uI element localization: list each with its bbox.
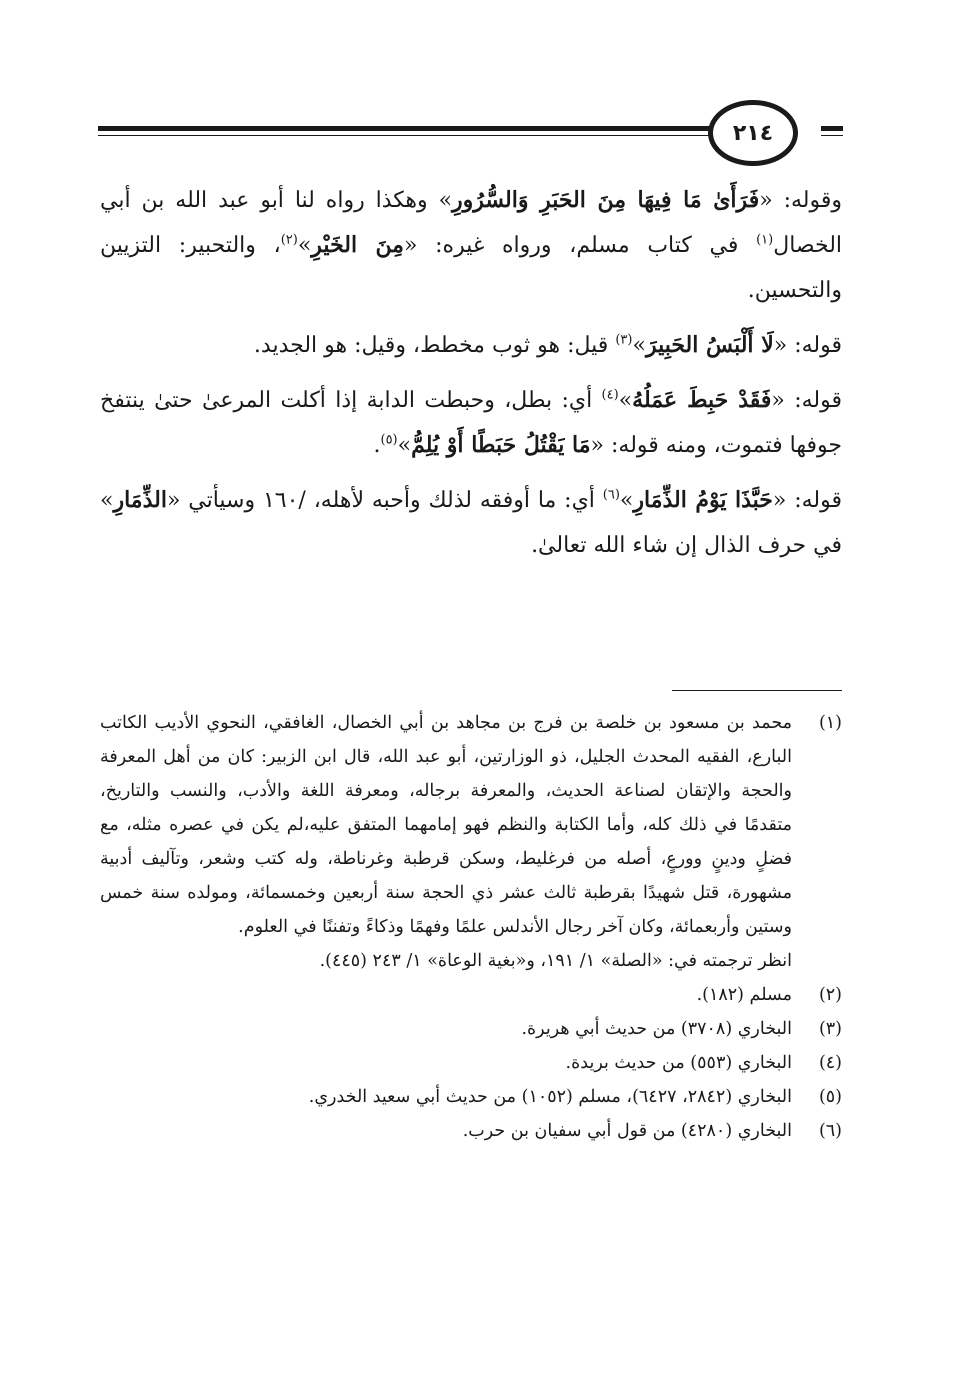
footnote-text: البخاري (٤٢٨٠) من قول أبي سفيان بن حرب. bbox=[462, 1121, 792, 1141]
text: » في حرف الذال إن شاء الله تعالىٰ. bbox=[100, 488, 842, 558]
text: » bbox=[619, 488, 634, 513]
text: قيل: هو ثوب مخطط، وقيل: هو الجديد. bbox=[253, 333, 616, 358]
footnote-text: انظر ترجمته في: «الصلة» ١/ ١٩١، و«بغية الوعاة» ١/ ٢٤٣ (٤٤٥). bbox=[319, 951, 792, 971]
footnote-separator bbox=[672, 690, 842, 691]
footnote-5 bbox=[100, 1080, 842, 1114]
quote: فَقَدْ حَبِطَ عَمَلُهُ bbox=[632, 387, 772, 413]
text: » وهكذا رواه لنا أبو عبد الله بن أبي الخصال bbox=[100, 188, 843, 258]
quote: مِنَ الخَيْرِ bbox=[311, 232, 404, 258]
text: قوله: « bbox=[773, 333, 842, 358]
text: أي: بطل، وحبطت الدابة إذا أكلت المرعىٰ حتىٰ ينتفخ جوفها فتموت، ومنه قوله: « bbox=[100, 388, 842, 458]
text: أي: ما أوفقه لذلك وأحبه لأهله، ‎/١٦٠‎ وسيأتي « bbox=[166, 488, 595, 513]
footnote-ref: (٢) bbox=[280, 232, 298, 248]
page-header bbox=[98, 100, 843, 162]
footnote-1-source bbox=[100, 944, 842, 978]
header-rule-thick bbox=[98, 126, 723, 131]
footnote-4 bbox=[100, 1046, 842, 1080]
text: » bbox=[618, 388, 633, 413]
quote: الذِّمَارِ bbox=[113, 487, 167, 513]
header-rule-right-thick bbox=[821, 126, 843, 131]
text: قوله: « bbox=[772, 488, 843, 513]
footnote-number: (٣) bbox=[818, 1019, 842, 1039]
footnote-3 bbox=[100, 1012, 842, 1046]
quote: لَا أَلْبَسُ الحَبِيرَ bbox=[645, 332, 774, 358]
footnote-number: (٤) bbox=[818, 1053, 842, 1073]
main-text bbox=[100, 178, 842, 578]
text: » bbox=[397, 433, 412, 458]
text: » bbox=[632, 333, 646, 358]
footnote-text: مسلم (١٨٢). bbox=[696, 985, 792, 1005]
text: قوله: « bbox=[771, 388, 842, 413]
footnote-number: (٦) bbox=[818, 1121, 842, 1141]
paragraph-2 bbox=[100, 323, 842, 368]
footnote-text: البخاري (٢٨٤٢، ٦٤٢٧)، مسلم (١٠٥٢) من حديث أبي سعيد الخدري. bbox=[308, 1087, 792, 1107]
paragraph-4 bbox=[100, 478, 842, 568]
page-number: ٢١٤ bbox=[708, 100, 798, 166]
footnote-text: البخاري (٣٧٠٨) من حديث أبي هريرة. bbox=[521, 1019, 792, 1039]
text: . bbox=[373, 433, 381, 458]
header-rule-thin bbox=[98, 135, 723, 136]
footnote-number: (٢) bbox=[818, 985, 842, 1005]
header-rule-right-thin bbox=[821, 135, 843, 136]
footnote-number: (١) bbox=[818, 713, 842, 733]
quote: حَبَّذَا يَوْمُ الذِّمَارِ bbox=[633, 487, 773, 513]
text: » bbox=[297, 233, 312, 258]
footnote-text: البخاري (٥٥٣) من حديث بريدة. bbox=[565, 1053, 792, 1073]
footnote-6 bbox=[100, 1114, 842, 1148]
text: في كتاب مسلم، ورواه غيره: « bbox=[403, 233, 757, 258]
footnote-ref: (٤) bbox=[601, 387, 619, 403]
quote: مَا يَقْتُلُ حَبَطًا أَوْ يُلِمُّ bbox=[411, 432, 591, 458]
footnote-1 bbox=[100, 706, 842, 944]
footnote-2 bbox=[100, 978, 842, 1012]
text: ، والتحبير: التزيين والتحسين. bbox=[100, 233, 842, 303]
text: وقوله: « bbox=[759, 188, 843, 213]
footnote-ref: (٦) bbox=[602, 487, 620, 503]
footnote-ref: (١) bbox=[756, 232, 774, 248]
footnotes bbox=[100, 706, 842, 1148]
paragraph-3 bbox=[100, 378, 842, 468]
paragraph-1 bbox=[100, 178, 842, 313]
footnote-ref: (٣) bbox=[615, 332, 633, 348]
quote: فَرَأَىٰ مَا فِيهَا مِنَ الحَبَرِ وَالسُّرُورِ bbox=[452, 187, 760, 213]
footnote-text: محمد بن مسعود بن خلصة بن فرج بن مجاهد بن أبي الخصال، الغافقي، النحوي الأديب الكاتب البارع، الفقيه المحدث الجليل، ذو الوزارتين، أبو عبد الله، قال ابن الزبير: كان من أهل المعرفة والحجة والإتقان لصناعة الحديث، والمعرفة برجاله، ومعرفة اللغة والأدب، والنسب والتاريخ، متقدمًا في ذلك كله، وأما الكتابة والنظم فهو إمامهما المتفق عليه،لم يكن في عصره مثله، مع فضلٍ ودينٍ وورعٍ، أصله من فرغليط، وسكن قرطبة وغرناطة، وله كتب وشعر، وتآليف أدبية مشهورة، قتل شهيدًا بقرطبة ثالث عشر ذي الحجة سنة أربعين وخمسمائة، ومولده سنة خمس وستين وأربعمائة، وكان آخر رجال الأندلس علمًا وفهمًا وذكاءً وتفننًا في العلوم. bbox=[100, 713, 792, 937]
footnote-ref: (٥) bbox=[380, 432, 398, 448]
footnote-number: (٥) bbox=[818, 1087, 842, 1107]
